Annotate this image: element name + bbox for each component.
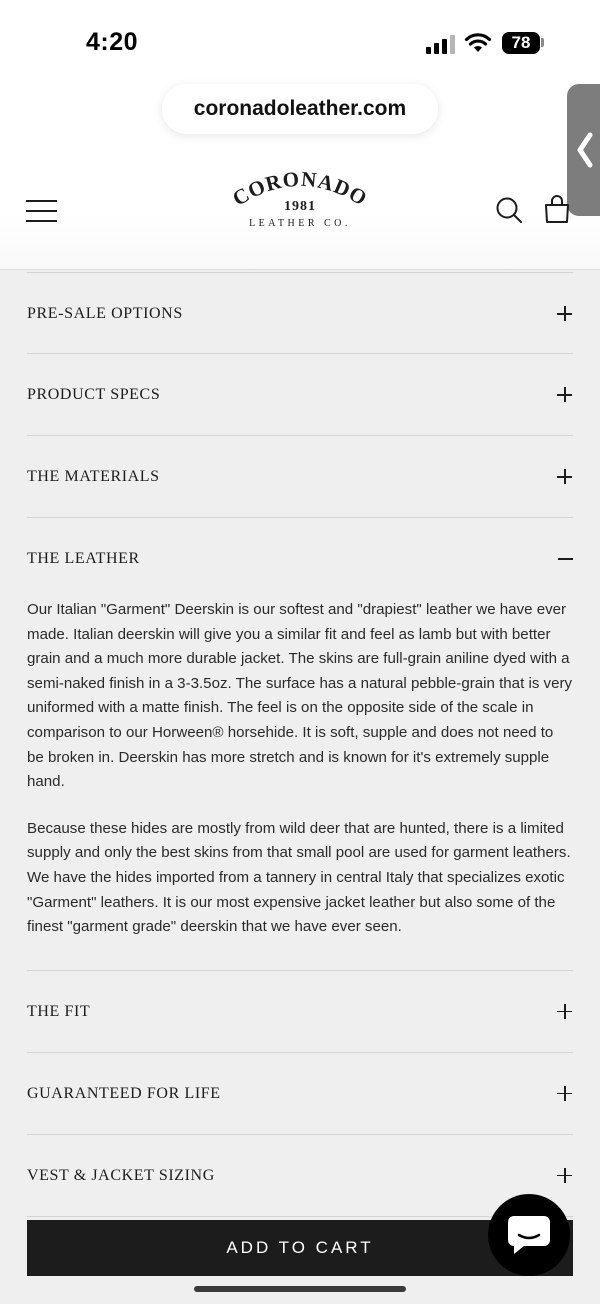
accordion-title: PRODUCT SPECS [27, 386, 161, 403]
accordion-body [27, 598, 573, 940]
accordion-item-vest-jacket-sizing[interactable] [27, 1135, 573, 1217]
accordion-header-the-leather[interactable] [27, 518, 573, 588]
accordion-item-the-fit[interactable] [27, 971, 573, 1053]
side-drawer-tab[interactable] [567, 84, 600, 216]
search-icon[interactable] [495, 196, 523, 224]
accordion-title: PRE-SALE OPTIONS [27, 305, 183, 322]
plus-icon [557, 387, 573, 403]
plus-icon [557, 1168, 573, 1184]
chat-bubble-icon [506, 1214, 552, 1256]
accordion-item-guaranteed-for-life[interactable] [27, 1053, 573, 1135]
bag-icon[interactable] [543, 194, 571, 224]
signal-icon [426, 34, 456, 54]
plus-icon [557, 469, 573, 485]
leather-paragraph-2: Because these hides are mostly from wild deer that are hunted, there is a limited supply and only the best skins from that small pool are used for garment leathers. We have the hides imported from a tannery in central Italy that specializes exotic "Garment" leathers. It is our most expensive jacket leather but also some of the finest "garment grade" deerskin that we have ever seen. [27, 819, 571, 936]
chevron-left-icon [575, 132, 595, 168]
wifi-icon [464, 32, 492, 54]
accordion-item-product-specs[interactable] [27, 354, 573, 436]
plus-icon [557, 306, 573, 322]
url-bar[interactable]: coronadoleather.com [162, 84, 438, 134]
accordion-item-the-materials[interactable] [27, 436, 573, 518]
battery-nub [541, 38, 544, 47]
accordion-title: VEST & JACKET SIZING [27, 1166, 215, 1184]
leather-paragraph-1: Our Italian "Garment" Deerskin is our softest and "drapiest" leather we have ever made. Italian deerskin will give you a similar fit and feel as lamb but with better grain and a much more durable jacket. The skins are full-grain aniline dyed with a semi-naked finish in a 3-3.5oz. The surface has a natural pebble-grain that is very uniformed with a matte finish. The feel is on the opposite side of the scale in comparison to our Horween® horsehide. It is soft, supple and does not need to be broken in. Deerskin has more stretch and is known for it's extremely supple hand. [27, 601, 573, 791]
status-bar [0, 0, 600, 80]
accordion-title: THE FIT [27, 1002, 91, 1020]
home-indicator[interactable] [194, 1286, 406, 1292]
plus-icon [557, 1004, 573, 1020]
chat-button[interactable] [488, 1194, 570, 1276]
status-time: 4:20 [86, 28, 139, 56]
minus-icon [558, 558, 573, 560]
logo-arc-text: CORONADO [228, 168, 372, 211]
accordion-item-the-leather [27, 518, 573, 971]
logo-subtitle: LEATHER CO. [249, 218, 351, 229]
product-accordion [27, 272, 573, 1217]
brand-logo[interactable] [225, 168, 375, 234]
accordion-title: GUARANTEED FOR LIFE [27, 1084, 221, 1102]
battery-icon: 78 [502, 32, 540, 54]
accordion-title: THE LEATHER [27, 550, 140, 567]
plus-icon [557, 1086, 573, 1102]
accordion-title: THE MATERIALS [27, 468, 160, 485]
site-header [0, 80, 600, 270]
menu-icon[interactable] [26, 198, 58, 224]
add-to-cart-button[interactable]: ADD TO CART [27, 1220, 573, 1276]
logo-year: 1981 [284, 199, 316, 214]
accordion-item-pre-sale-options[interactable] [27, 272, 573, 354]
